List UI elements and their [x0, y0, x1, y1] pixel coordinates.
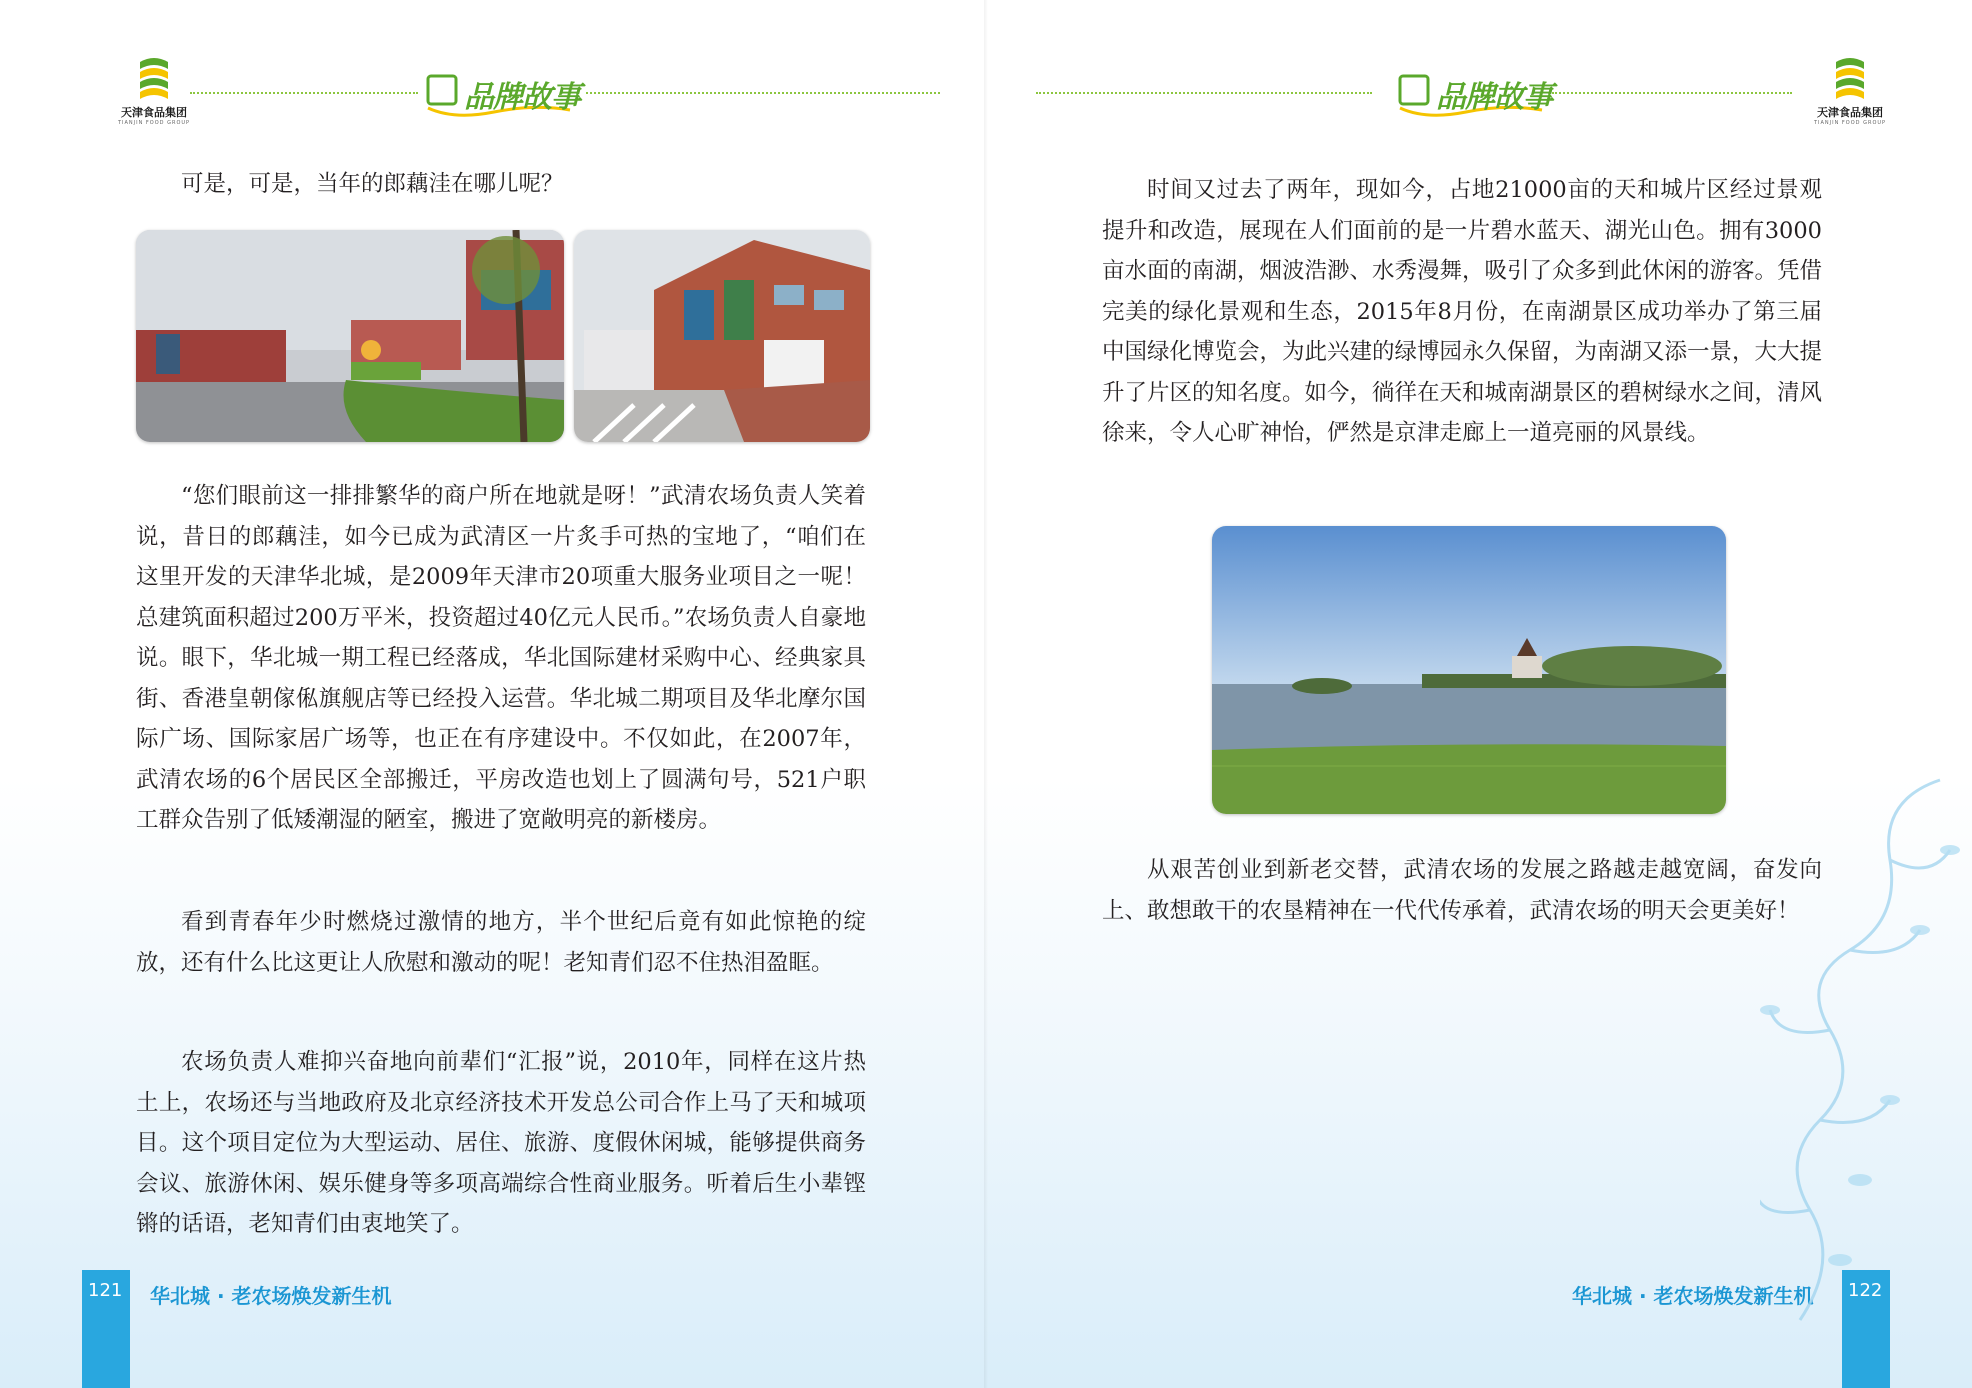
brand-title: 品牌故事 — [464, 80, 580, 115]
footer-title: 华北城 · 老农场焕发新生机 — [150, 1284, 392, 1308]
brand-title: 品牌故事 — [1436, 80, 1552, 115]
header-divider — [190, 92, 418, 94]
logo-text: 天津食品集团 — [1817, 106, 1883, 119]
logo-subtext: TIANJIN FOOD GROUP — [1813, 120, 1887, 126]
company-logo — [1800, 56, 1900, 126]
logo-text: 天津食品集团 — [121, 106, 187, 119]
photo-street — [136, 230, 564, 442]
floral-swirl-decoration — [1760, 760, 1972, 1360]
paragraph: 时间又过去了两年，现如今，占地21000亩的天和城片区经过景观提升和改造，展现在人们面前的是一片碧水蓝天、湖光山色。拥有3000亩水面的南湖，烟波浩渺、水秀漫舞，吸引了众多到此休闲的游客。凭借完美的绿化景观和生态，2015年8月份，在南湖景区成功举办了第三届中国绿化博览会，为此兴建的绿博园永久保留，为南湖又添一景，大大提升了片区的知名度。如今，徜徉在天和城南湖景区的碧树绿水之间，清风徐来，令人心旷神怡，俨然是京津走廊上一道亮丽的风景线。 — [1102, 177, 1823, 446]
page-number: 121 — [88, 1280, 123, 1301]
brand-story-logo — [1396, 64, 1552, 120]
paragraph: 从艰苦创业到新老交替，武清农场的发展之路越走越宽阔，奋发向上、敢想敢干的农垦精神在一代代传承着，武清农场的明天会更美好！ — [1102, 857, 1822, 924]
paragraph: 农场负责人难抑兴奋地向前辈们“汇报”说，2010年，同样在这片热土上，农场还与当地政府及北京经济技术开发总公司合作上马了天和城项目。这个项目定位为大型运动、居住、旅游、度假休闲城，能够提供商务会议、旅游休闲、娱乐健身等多项高端综合性商业服务。听着后生小辈铿锵的话语，老知青们由衷地笑了。 — [136, 1049, 866, 1237]
paragraph: 可是，可是，当年的郎藕洼在哪儿呢？ — [181, 171, 564, 197]
logo-icon — [1828, 56, 1872, 102]
company-logo — [104, 56, 204, 126]
paragraph: 看到青春年少时燃烧过激情的地方，半个世纪后竟有如此惊艳的绽放，还有什么比这更让人欣慰和激动的呢！老知青们忍不住热泪盈眶。 — [136, 909, 866, 976]
header-divider — [1552, 92, 1792, 94]
footer-title: 华北城 · 老农场焕发新生机 — [1572, 1284, 1814, 1308]
header-divider — [1036, 92, 1372, 94]
header-divider — [586, 92, 940, 94]
page-number: 122 — [1848, 1280, 1883, 1301]
brand-story-logo — [424, 64, 580, 120]
photo-lake — [1212, 526, 1726, 814]
photo-buildings — [574, 230, 870, 442]
logo-subtext: TIANJIN FOOD GROUP — [117, 120, 191, 126]
paragraph: “您们眼前这一排排繁华的商户所在地就是呀！”武清农场负责人笑着说，昔日的郎藕洼，如今已成为武清区一片炙手可热的宝地了，“咱们在这里开发的天津华北城，是2009年天津市20项重大服务业项目之一呢！总建筑面积超过200万平米，投资超过40亿元人民币。”农场负责人自豪地说。眼下，华北城一期工程已经落成，华北国际建材采购中心、经典家具街、香港皇朝傢俬旗舰店等已经投入运营。华北城二期项目及华北摩尔国际广场、国际家居广场等，也正在有序建设中。不仅如此，在2007年，武清农场的6个居民区全部搬迁，平房改造也划上了圆满句号，521户职工群众告别了低矮潮湿的陋室，搬进了宽敞明亮的新楼房。 — [136, 483, 866, 833]
spine-shadow — [984, 0, 988, 1388]
logo-icon — [132, 56, 176, 102]
